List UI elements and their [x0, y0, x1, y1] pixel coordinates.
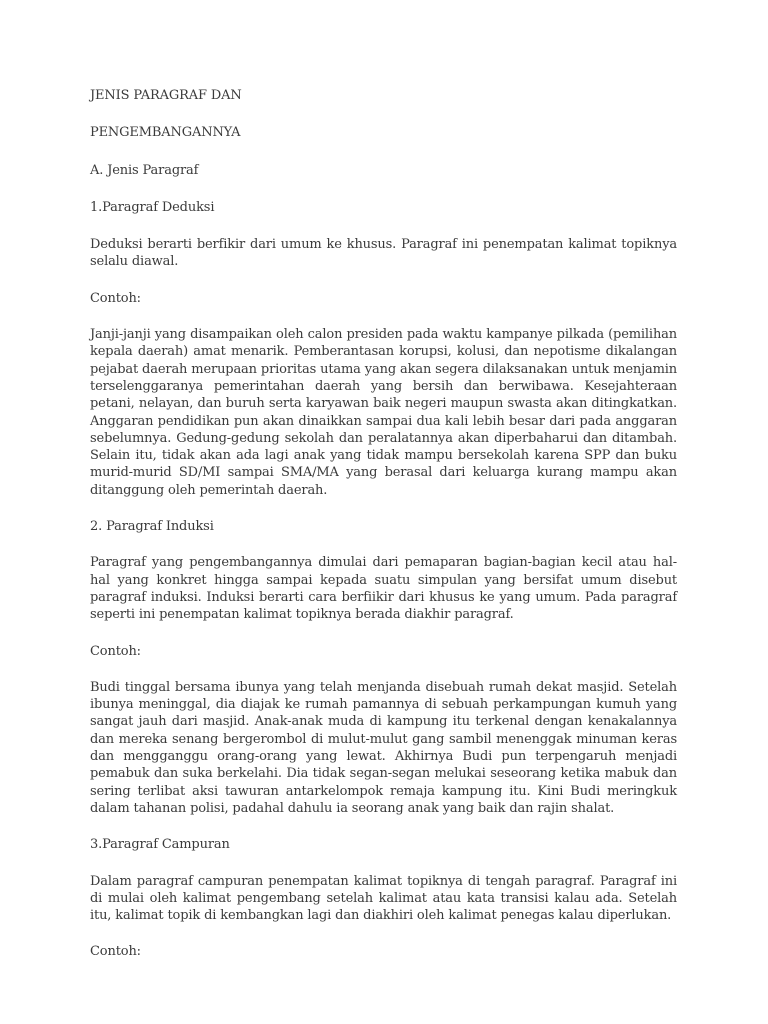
subsection-heading-deduksi: 1.Paragraf Deduksi [90, 199, 215, 215]
paragraph-campuran-definition: Dalam paragraf campuran penempatan kalimat topiknya di tengah paragraf. Paragraf ini di mulai oleh kalimat pengembang setelah kalimat atau kata transisi kalau ada. Setelah itu, kalimat topik di kembangkan lagi dan diakhiri oleh kalimat penegas kalau diperlukan. [90, 873, 677, 924]
paragraph-induksi-example: Budi tinggal bersama ibunya yang telah menjanda disebuah rumah dekat masjid. Setelah ibunya meninggal, dia diajak ke rumah pamannya di sebuah perkampungan kumuh yang sangat jauh dari masjid. Anak-anak muda di kampung itu terkenal dengan kenakalannya dan mereka senang bergerombol di mulut-mulut gang sambil menenggak minuman keras dan mengganggu orang-orang yang lewat. Akhirnya Budi pun terpengaruh menjadi pemabuk dan suka berkelahi. Dia tidak segan-segan melukai seseorang ketika mabuk dan sering terlibat aksi tawuran antarkelompok remaja kampung itu. Kini Budi meringkuk dalam tahanan polisi, padahal dahulu ia seorang anak yang baik dan rajin shalat. [90, 679, 677, 816]
paragraph-deduksi-example: Janji-janji yang disampaikan oleh calon presiden pada waktu kampanye pilkada (pemilihan kepala daerah) amat menarik. Pemberantasan korupsi, kolusi, dan nepotisme dikalangan pejabat daerah merupaan prioritas utama yang akan segera dilaksanakan untuk menjamin terselenggaranya pemerintahan daerah yang bersih dan berwibawa. Kesejahteraan petani, nelayan, dan buruh serta karyawan baik negeri maupun swasta akan ditingkatkan. Anggaran pendidikan pun akan dinaikkan sampai dua kali lebih besar dari pada anggaran sebelumnya. Gedung-gedung sekolah dan peralatannya akan diperbaharui dan ditambah. Selain itu, tidak akan ada lagi anak yang tidak mampu bersekolah karena SPP dan buku murid-murid SD/MI sampai SMA/MA yang berasal dari keluarga kurang mampu akan ditanggung oleh pemerintah daerah. [90, 327, 677, 498]
paragraph-deduksi-definition: Deduksi berarti berfikir dari umum ke khusus. Paragraf ini penempatan kalimat topiknya selalu diawal. [90, 237, 677, 270]
contoh-label-campuran: Contoh: [90, 944, 141, 960]
subsection-heading-induksi: 2. Paragraf Induksi [90, 519, 214, 535]
contoh-label-deduksi: Contoh: [90, 290, 141, 306]
document-title-line-1: JENIS PARAGRAF DAN [90, 88, 242, 103]
subsection-heading-campuran: 3.Paragraf Campuran [90, 837, 230, 853]
section-heading-a: A. Jenis Paragraf [90, 162, 199, 178]
paragraph-induksi-definition: Paragraf yang pengembangannya dimulai dari pemaparan bagian-bagian kecil atau hal-hal yang konkret hingga sampai kepada suatu simpulan yang bersifat umum disebut paragraf induksi. Induksi berarti cara berfiikir dari khusus ke yang umum. Pada paragraf seperti ini penempatan kalimat topiknya berada diakhir paragraf. [90, 555, 677, 623]
contoh-label-induksi: Contoh: [90, 643, 141, 659]
document-title-line-2: PENGEMBANGANNYA [90, 125, 241, 141]
document-body [90, 87, 677, 961]
